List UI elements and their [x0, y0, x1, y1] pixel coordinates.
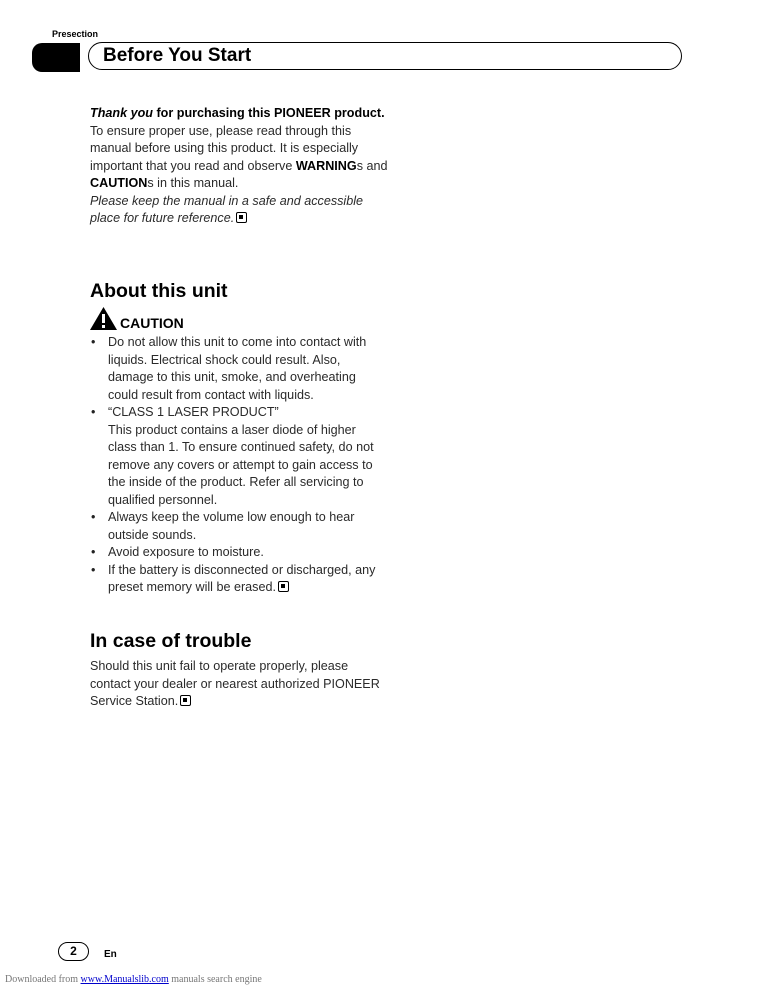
list-item — [90, 562, 380, 597]
stop-square-icon — [278, 581, 289, 592]
list-item — [90, 509, 380, 544]
trouble-heading: In case of trouble — [90, 630, 252, 652]
purchase-line: for purchasing this PIONEER product. — [152, 106, 385, 120]
intro-text: To ensure proper use, please read through this manual before using this product. It is especially important that you read and observe — [90, 123, 359, 173]
caution-word: CAUTION — [90, 176, 148, 190]
bullet-text: If the battery is disconnected or discharged, any preset memory will be erased. — [108, 562, 376, 594]
page-number: 2 — [58, 942, 89, 961]
warning-word: WARNING — [295, 158, 357, 173]
section-label: Presection — [52, 29, 99, 39]
about-heading: About this unit — [90, 280, 228, 302]
laser-detail-text: This product contains a laser diode of higher class than 1. To ensure continued safety, do not remove any covers or attempt to gain access to the inside of the product. Refer all servicing to qualified personnel. — [108, 422, 374, 507]
page-title: Before You Start — [103, 45, 252, 66]
bullet-text: “CLASS 1 LASER PRODUCT” — [108, 405, 279, 419]
s-and-text: s and — [356, 158, 388, 173]
download-footer — [5, 974, 262, 985]
list-item — [90, 544, 380, 562]
list-item — [90, 334, 380, 404]
keep-manual-text: Please keep the manual in a safe and accessible place for future reference. — [90, 193, 364, 225]
trouble-paragraph — [90, 658, 380, 711]
stop-square-icon — [180, 695, 191, 706]
list-item — [90, 404, 380, 509]
stop-square-icon — [236, 212, 247, 223]
warning-triangle-icon — [89, 306, 118, 331]
thank-you-text: Thank you — [90, 106, 153, 120]
bullet-text: Do not allow this unit to come into contact with liquids. Electrical shock could result. Also, damage to this unit, smoke, and overheating could result from contact with liquids. — [108, 335, 367, 402]
bullet-text: Always keep the volume low enough to hear outside sounds. — [108, 510, 355, 542]
intro-paragraph — [90, 105, 390, 228]
manualslib-link[interactable]: www.Manualslib.com — [80, 974, 169, 985]
footer-prefix: Downloaded from — [5, 974, 81, 985]
caution-list — [90, 334, 380, 597]
trouble-text: Should this unit fail to operate properly, please contact your dealer or nearest authorized PIONEER Service Station. — [90, 659, 380, 708]
s-in-text: s in this manual. — [147, 176, 239, 190]
bullet-text: Avoid exposure to moisture. — [108, 545, 264, 559]
language-code: En — [104, 949, 117, 960]
caution-label: CAUTION — [120, 315, 184, 331]
caution-header — [89, 306, 184, 331]
footer-suffix: manuals search engine — [168, 974, 262, 985]
header-tab-marker — [32, 43, 80, 72]
